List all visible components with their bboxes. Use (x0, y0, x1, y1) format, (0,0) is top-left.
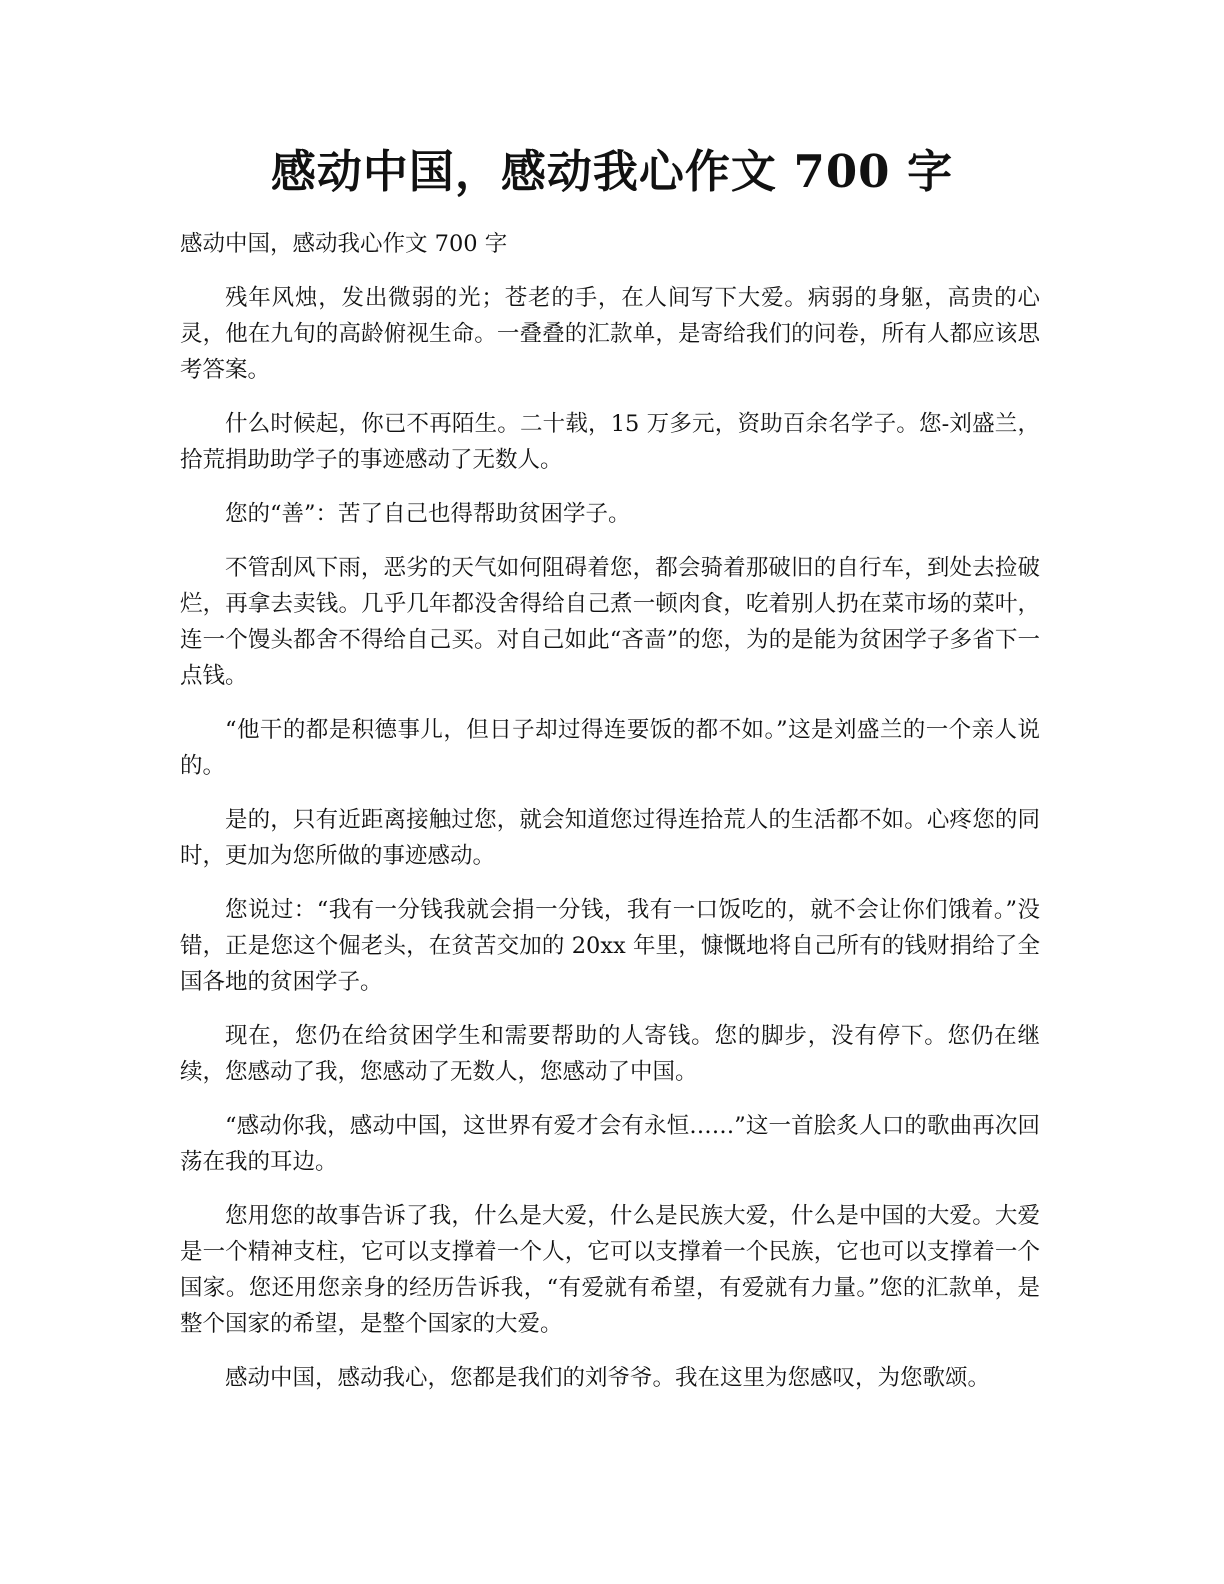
paragraph: 残年风烛，发出微弱的光；苍老的手，在人间写下大爱。病弱的身躯，高贵的心灵，他在九旬的高龄俯视生命。一叠叠的汇款单，是寄给我们的问卷，所有人都应该思考答案。 (180, 285, 1040, 383)
document-subtitle: 感动中国，感动我心作文 700 字 (180, 231, 508, 257)
paragraph: 您说过：“我有一分钱我就会捐一分钱，我有一口饭吃的，就不会让你们饿着。”没错，正是您这个倔老头，在贫苦交加的 20xx 年里，慷慨地将自己所有的钱财捐给了全国各地的贫困学子。 (180, 897, 1040, 995)
paragraph: 您用您的故事告诉了我，什么是大爱，什么是民族大爱，什么是中国的大爱。大爱是一个精神支柱，它可以支撑着一个人，它可以支撑着一个民族，它也可以支撑着一个国家。您还用您亲身的经历告诉我，“有爱就有希望，有爱就有力量。”您的汇款单，是整个国家的希望，是整个国家的大爱。 (180, 1203, 1040, 1337)
document-body (180, 226, 1040, 1414)
paragraph: “感动你我，感动中国，这世界有爱才会有永恒……”这一首脍炙人口的歌曲再次回荡在我的耳边。 (180, 1113, 1040, 1175)
paragraph: 感动中国，感动我心，您都是我们的刘爷爷。我在这里为您感叹，为您歌颂。 (225, 1365, 991, 1391)
paragraph: 什么时候起，你已不再陌生。二十载，15 万多元，资助百余名学子。您-刘盛兰，拾荒捐助助学子的事迹感动了无数人。 (180, 411, 1040, 473)
paragraph: 您的“善”：苦了自己也得帮助贫困学子。 (225, 501, 631, 527)
document-title: 感动中国，感动我心作文 700 字 (270, 145, 954, 198)
paragraph: “他干的都是积德事儿，但日子却过得连要饭的都不如。”这是刘盛兰的一个亲人说的。 (180, 717, 1040, 779)
paragraph: 不管刮风下雨，恶劣的天气如何阻碍着您，都会骑着那破旧的自行车，到处去捡破烂，再拿去卖钱。几乎几年都没舍得给自己煮一顿肉食，吃着别人扔在菜市场的菜叶，连一个馒头都舍不得给自己买。对自己如此“吝啬”的您，为的是能为贫困学子多省下一点钱。 (180, 555, 1040, 689)
paragraph: 现在，您仍在给贫困学生和需要帮助的人寄钱。您的脚步，没有停下。您仍在继续，您感动了我，您感动了无数人，您感动了中国。 (180, 1023, 1040, 1085)
paragraph: 是的，只有近距离接触过您，就会知道您过得连拾荒人的生活都不如。心疼您的同时，更加为您所做的事迹感动。 (180, 807, 1040, 869)
